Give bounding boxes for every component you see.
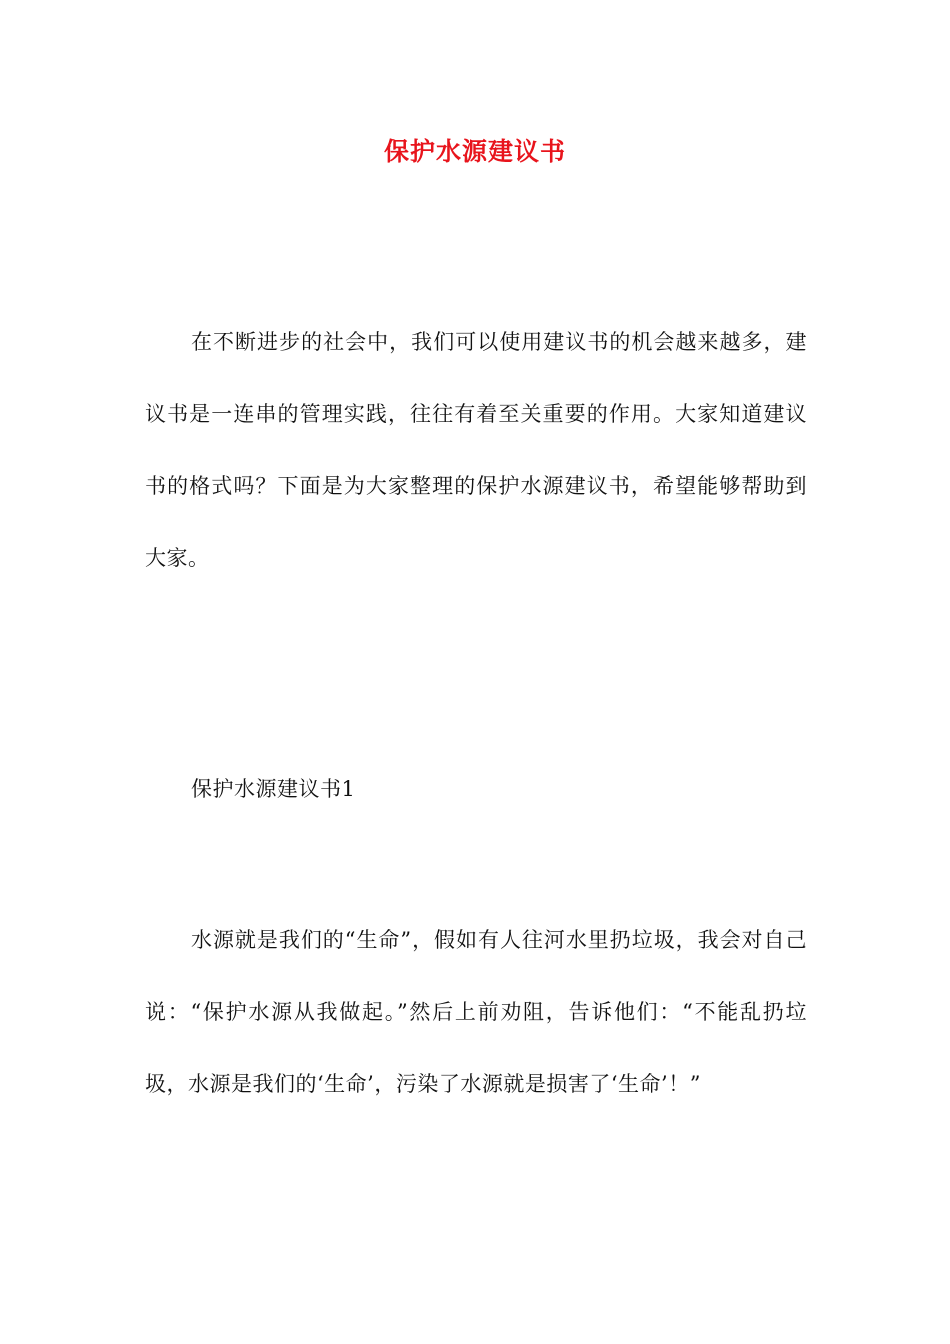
- document-title: 保护水源建议书: [383, 137, 566, 166]
- section-body-paragraph: 水源就是我们的“生命”，假如有人往河水里扔垃圾，我会对自己说：“保护水源从我做起。”然后上前劝阻，告诉他们：“不能乱扔垃圾，水源是我们的‘生命’，污染了水源就是损害了‘生命’！”: [145, 928, 807, 1096]
- intro-paragraph: 在不断进步的社会中，我们可以使用建议书的机会越来越多，建议书是一连串的管理实践，往往有着至关重要的作用。大家知道建议书的格式吗？下面是为大家整理的保护水源建议书，希望能够帮助到大家。: [145, 330, 807, 570]
- section-heading: 保护水源建议书1: [191, 777, 356, 801]
